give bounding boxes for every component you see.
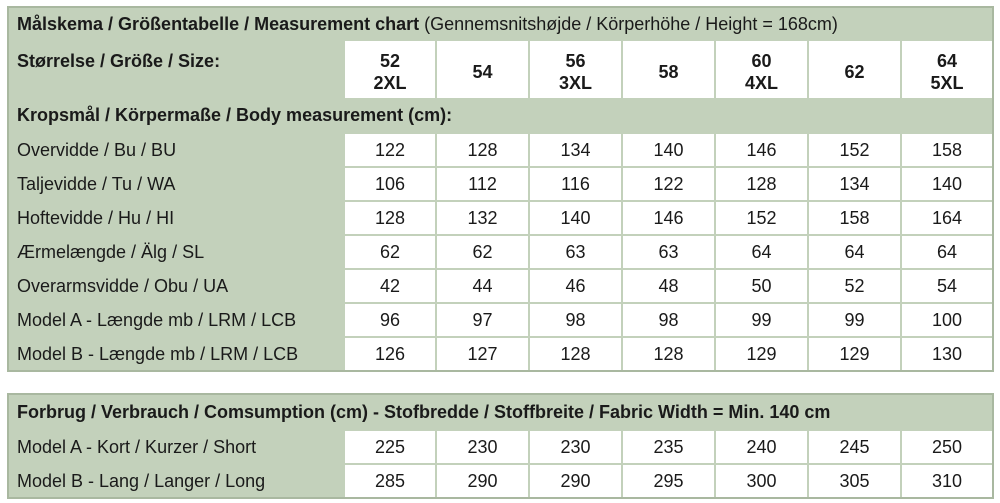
table-row (9, 234, 992, 268)
value-cell: 64 (900, 234, 992, 268)
size-header (435, 41, 528, 98)
consumption-rows (9, 429, 992, 497)
consumption-title: Forbrug / Verbrauch / Comsumption (cm) - Stofbredde / Stoffbreite / Fabric Width = Min. 140 cm (17, 401, 831, 422)
value-cell: 98 (528, 302, 621, 336)
value-cell: 146 (714, 132, 807, 166)
value-cell: 152 (807, 132, 900, 166)
value-cell: 129 (807, 336, 900, 370)
table-row (9, 166, 992, 200)
value-cell: 132 (435, 200, 528, 234)
value-cell: 128 (621, 336, 714, 370)
value-cell: 152 (714, 200, 807, 234)
value-cell: 106 (343, 166, 435, 200)
value-cell: 100 (900, 302, 992, 336)
table-row (9, 463, 992, 497)
value-cell: 126 (343, 336, 435, 370)
table-row (9, 268, 992, 302)
size-number: 58 (658, 61, 679, 82)
value-cell: 235 (621, 429, 714, 463)
value-cell: 63 (621, 234, 714, 268)
size-number: 56 (565, 50, 586, 71)
value-cell: 300 (714, 463, 807, 497)
size-header (807, 41, 900, 98)
value-cell: 305 (807, 463, 900, 497)
size-number: 62 (844, 61, 865, 82)
value-cell: 146 (621, 200, 714, 234)
size-code: 3XL (558, 72, 592, 93)
value-cell: 112 (435, 166, 528, 200)
chart-title-height: (Gennemsnitshøjde / Körperhöhe / Height = 168cm) (419, 14, 838, 34)
value-cell: 130 (900, 336, 992, 370)
body-section-title: Kropsmål / Körpermaße / Body measurement (cm): (17, 104, 453, 125)
value-cell: 116 (528, 166, 621, 200)
value-cell: 140 (900, 166, 992, 200)
value-cell: 240 (714, 429, 807, 463)
value-cell: 290 (528, 463, 621, 497)
chart-title-bold: Målskema / Größentabelle / Measurement chart (17, 14, 420, 34)
value-cell: 42 (343, 268, 435, 302)
value-cell: 128 (714, 166, 807, 200)
value-cell: 52 (807, 268, 900, 302)
size-label: Størrelse / Größe / Size: (17, 51, 221, 71)
measurement-table (7, 6, 994, 372)
value-cell: 140 (621, 132, 714, 166)
value-cell: 134 (528, 132, 621, 166)
row-label: Model B - Lang / Langer / Long (9, 463, 343, 497)
value-cell: 96 (343, 302, 435, 336)
chart-title-row (9, 8, 992, 41)
size-number: 64 (936, 50, 958, 71)
size-code: 2XL (373, 72, 407, 93)
body-rows (9, 132, 992, 370)
row-label: Model A - Kort / Kurzer / Short (9, 429, 343, 463)
value-cell: 64 (807, 234, 900, 268)
value-cell: 44 (435, 268, 528, 302)
value-cell: 97 (435, 302, 528, 336)
row-label: Hoftevidde / Hu / HI (9, 200, 343, 234)
size-header (343, 41, 435, 98)
body-section-row (9, 98, 992, 132)
value-cell: 164 (900, 200, 992, 234)
value-cell: 98 (621, 302, 714, 336)
table-row (9, 336, 992, 370)
chart-title (9, 8, 992, 41)
value-cell: 134 (807, 166, 900, 200)
value-cell: 250 (900, 429, 992, 463)
value-cell: 285 (343, 463, 435, 497)
value-cell: 128 (528, 336, 621, 370)
value-cell: 54 (900, 268, 992, 302)
size-header-row (9, 41, 992, 98)
table-row (9, 200, 992, 234)
consumption-table (7, 393, 994, 499)
value-cell: 46 (528, 268, 621, 302)
value-cell: 225 (343, 429, 435, 463)
value-cell: 48 (621, 268, 714, 302)
value-cell: 310 (900, 463, 992, 497)
value-cell: 63 (528, 234, 621, 268)
size-number: 60 (751, 50, 772, 71)
value-cell: 158 (900, 132, 992, 166)
table-row (9, 302, 992, 336)
value-cell: 99 (714, 302, 807, 336)
size-header (900, 41, 992, 98)
size-header (528, 41, 621, 98)
value-cell: 99 (807, 302, 900, 336)
value-cell: 158 (807, 200, 900, 234)
value-cell: 140 (528, 200, 621, 234)
value-cell: 128 (343, 200, 435, 234)
consumption-title-row (9, 395, 992, 429)
value-cell: 290 (435, 463, 528, 497)
table-row (9, 429, 992, 463)
value-cell: 64 (714, 234, 807, 268)
size-header (714, 41, 807, 98)
value-cell: 62 (343, 234, 435, 268)
size-number: 54 (472, 61, 493, 82)
value-cell: 62 (435, 234, 528, 268)
value-cell: 127 (435, 336, 528, 370)
row-label: Ærmelængde / Älg / SL (9, 234, 343, 268)
value-cell: 50 (714, 268, 807, 302)
size-number: 52 (379, 50, 401, 71)
table-row (9, 132, 992, 166)
value-cell: 129 (714, 336, 807, 370)
value-cell: 122 (621, 166, 714, 200)
value-cell: 230 (435, 429, 528, 463)
row-label: Model B - Længde mb / LRM / LCB (9, 336, 343, 370)
value-cell: 245 (807, 429, 900, 463)
value-cell: 122 (343, 132, 435, 166)
value-cell: 128 (435, 132, 528, 166)
row-label: Taljevidde / Tu / WA (9, 166, 343, 200)
size-header (621, 41, 714, 98)
size-code: 4XL (744, 72, 778, 93)
value-cell: 295 (621, 463, 714, 497)
value-cell: 230 (528, 429, 621, 463)
row-label: Model A - Længde mb / LRM / LCB (9, 302, 343, 336)
row-label: Overvidde / Bu / BU (9, 132, 343, 166)
size-code: 5XL (930, 72, 964, 93)
row-label: Overarmsvidde / Obu / UA (9, 268, 343, 302)
